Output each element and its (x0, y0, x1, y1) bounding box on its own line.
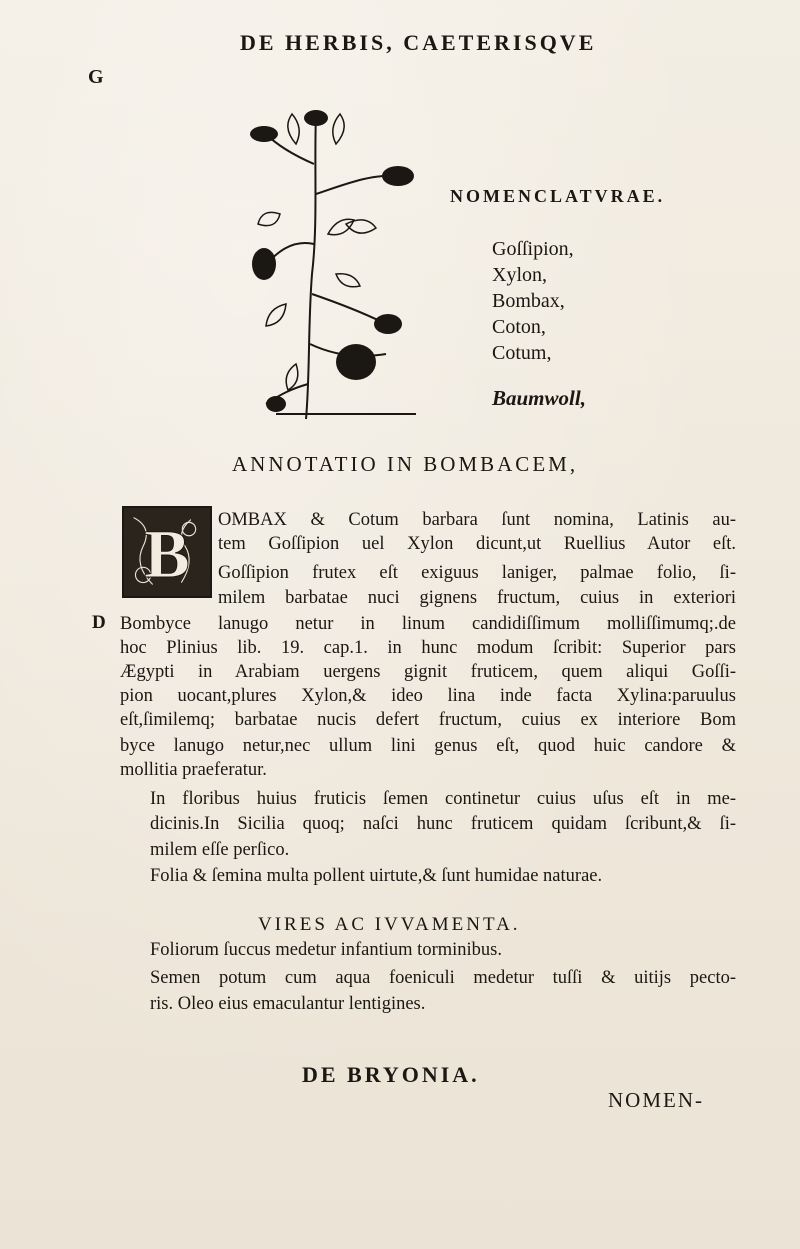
text-line: tem Goſſipion uel Xylon dicunt,ut Ruellius Autor eſt. (218, 534, 736, 554)
name-item: Xylon, (492, 264, 547, 286)
text-line: ris. Oleo eius emaculantur lentigines. (150, 994, 426, 1014)
name-item: Bombax, (492, 290, 565, 312)
next-section-heading: DE BRYONIA. (302, 1062, 480, 1087)
text-line: hoc Plinius lib. 19. cap.1. in hunc modum ſcribit: Superior pars (120, 638, 736, 658)
name-item: Goſſipion, (492, 238, 574, 260)
text-line: dicinis.In Sicilia quoq; naſci hunc fruticem quidam ſcribunt,& ſi- (150, 814, 736, 834)
text-line: Folia & ſemina multa pollent uirtute,& ſunt humidae naturae. (150, 866, 603, 886)
text-line: Ægypti in Arabiam uergens gignit fruticem, quem aliqui Goſſi- (120, 662, 736, 682)
running-head: DE HERBIS, CAETERISQVE (240, 30, 597, 55)
margin-letter: D (92, 612, 106, 633)
text-line: Semen potum cum aqua foeniculi medetur tuſſi & uitijs pecto- (150, 968, 736, 988)
text-line: Foliorum ſuccus medetur infantium torminibus. (150, 940, 502, 960)
decorated-initial-b (122, 506, 212, 598)
catchword: NOMEN- (608, 1088, 704, 1112)
text-line: pion uocant,plures Xylon,& ideo lina inde facta Xylina:paruulus (120, 686, 736, 706)
text-line: OMBAX & Cotum barbara ſunt nomina, Latinis au- (218, 510, 736, 530)
german-name: Baumwoll, (492, 386, 586, 410)
nomenclature-heading: NOMENCLATVRAE. (450, 186, 666, 206)
annotation-heading: ANNOTATIO IN BOMBACEM, (232, 452, 579, 476)
cotton-plant-woodcut (236, 104, 446, 424)
vires-heading: VIRES AC IVVAMENTA. (258, 914, 521, 935)
text-line: eſt,ſimilemq; barbatae nucis defert fructum, cuius ex interiore Bom (120, 710, 736, 730)
text-line: Goſſipion frutex eſt exiguus laniger, palmae folio, ſi- (218, 563, 736, 583)
name-item: Cotum, (492, 342, 552, 364)
text-line: Bombyce lanugo netur in linum candidiſſimum molliſſimumq;.de (120, 614, 736, 634)
svg-text:B: B (144, 515, 190, 592)
name-item: Coton, (492, 316, 546, 338)
signature-mark: G (88, 66, 104, 88)
name-list (492, 236, 574, 366)
text-line: mollitia praeferatur. (120, 760, 267, 780)
text-line: In floribus huius fruticis ſemen continetur cuius uſus eſt in me- (150, 789, 736, 809)
text-line: byce lanugo netur,nec ullum lini genus eſt, quod huic candore & (120, 736, 736, 756)
text-line: milem eſſe perſico. (150, 840, 290, 860)
text-line: milem barbatae nuci gignens fructum, cuius in exteriori (218, 588, 736, 608)
